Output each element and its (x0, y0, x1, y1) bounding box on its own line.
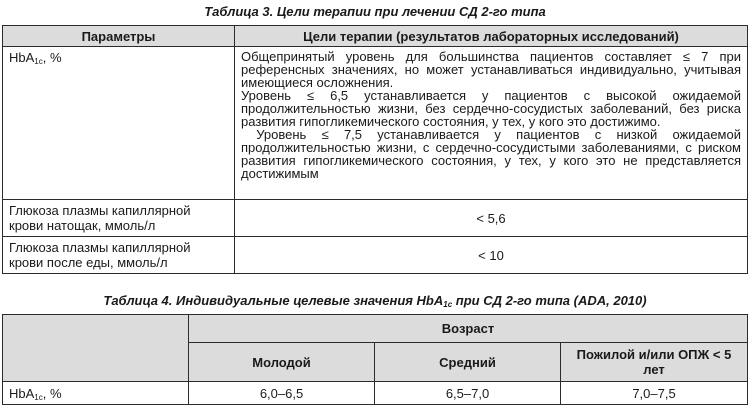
table-row (3, 382, 748, 405)
column-header-middle: Средний (375, 343, 561, 382)
table-header-row (3, 315, 748, 343)
table-row (3, 47, 748, 200)
corner-header-cell (3, 315, 189, 382)
goal-cell-hba1c (235, 47, 748, 200)
column-header-params: Параметры (3, 26, 235, 47)
column-header-young: Молодой (189, 343, 375, 382)
goal-cell-postmeal-glucose: < 10 (235, 237, 748, 274)
row-label-subscript: 1c (34, 392, 43, 402)
caption-text: Таблица 4. Индивидуальные целевые значения HbA (103, 293, 444, 308)
hba1c-targets-table (2, 314, 748, 405)
caption-subscript: 1c (443, 300, 453, 309)
goal-paragraph: Уровень ≤ 7,5 устанавливается у пациентов с низкой ожидаемой продолжительностью жизни, с сердечно-сосудистыми заболеваниями, с риском развития гипогликемического состояния, у тех, у кого это не представляется достижимым (241, 127, 745, 181)
table-row (3, 237, 748, 274)
param-cell-hba1c (3, 47, 235, 200)
row-label-unit: , % (42, 385, 62, 401)
row-label-text: HbA (9, 385, 35, 401)
goal-paragraph: Уровень ≤ 6,5 устанавливается у пациентов с высокой ожидаемой продолжительностью жизни, без сердечно-сосудистых заболеваний, без риска развития гипогликемического состояния, у тех, у кого это достижимо. (241, 88, 741, 129)
column-header-goals: Цели терапии (результатов лабораторных исследований) (235, 26, 748, 47)
therapy-goals-table (2, 25, 748, 274)
table4-caption (0, 293, 750, 309)
table-row (3, 200, 748, 237)
column-group-header-age: Возраст (189, 315, 748, 343)
row-label-hba1c (3, 382, 189, 405)
value-cell-middle: 6,5–7,0 (375, 382, 561, 405)
value-cell-elderly: 7,0–7,5 (561, 382, 748, 405)
param-unit: , % (42, 50, 62, 65)
table3-caption: Таблица 3. Цели терапии при лечении СД 2-го типа (204, 4, 546, 19)
param-cell-postmeal-glucose: Глюкоза плазмы капиллярной крови после еды, ммоль/л (3, 237, 235, 274)
goal-cell-fasting-glucose: < 5,6 (235, 200, 748, 237)
goal-paragraph: Общепринятый уровень для большинства пациентов составляет ≤ 7 при референсных значениях, но может устанавливаться индивидуально, учитывая имеющиеся осложнения. (241, 49, 741, 90)
caption-tail: при СД 2-го типа (ADA, 2010) (452, 293, 647, 308)
param-subscript: 1c (34, 57, 43, 66)
table-header-row (3, 26, 748, 47)
param-label: HbA (9, 50, 35, 65)
value-cell-young: 6,0–6,5 (189, 382, 375, 405)
param-cell-fasting-glucose: Глюкоза плазмы капиллярной крови натощак, ммоль/л (3, 200, 235, 237)
column-header-elderly: Пожилой и/или ОПЖ < 5 лет (561, 343, 748, 382)
